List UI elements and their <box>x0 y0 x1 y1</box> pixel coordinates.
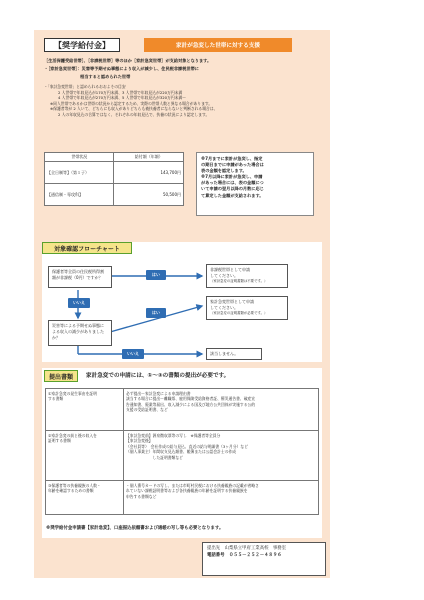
note-line: 2 人の年収見込の合算ではなく、それぞれの年収見込で、扶養の状況により認定します。 <box>58 111 210 117</box>
flowchart-title: 対象確認フローチャート <box>42 242 132 254</box>
note-line: 4 人世帯で年収見込が270万円未満、5 人世帯で年収見込が320万円未満ー <box>58 95 187 100</box>
result-line: 非課税世帯として申請 <box>210 267 250 272</box>
note-line: ※7月以降に家計が急変し、申請 <box>201 174 263 180</box>
result-line: してください。 <box>210 272 238 278</box>
header-banner: 家計が急変した世帯に対する支援 <box>144 38 292 52</box>
cell-line: ③保護者等の扶養親族の人数・ <box>48 482 101 488</box>
note-line: ・「家計急変世帯」と認められるおおよその目安 <box>44 84 126 89</box>
table-cell: 50,500円 <box>114 184 184 206</box>
documents-label: 提出書類 <box>44 370 78 382</box>
table-header-row <box>45 153 184 162</box>
table-row <box>46 431 319 481</box>
note-line: ※保護者等が 2 人いて、どちらにも収入がありどちらも被扶養者にならないと判断される場合は、 <box>50 106 218 111</box>
cell-line: （個人事業主）年間収支見込額書、帳簿または公認会計士の作成 <box>126 449 237 454</box>
table-row <box>46 389 319 431</box>
cell-line: れていない課税証明書等および各扶養親族の年齢を証明する扶養親族を <box>126 488 248 493</box>
question-box-1 <box>48 266 112 288</box>
table-cell: 【全日制等】（第１子） <box>45 162 114 184</box>
yes-label-1: はい <box>146 270 166 280</box>
result-line: （家計急変の証明書類は不要です。） <box>210 278 268 283</box>
table-cell <box>124 389 319 431</box>
table-row <box>45 184 184 206</box>
flowchart <box>42 242 322 362</box>
note-line: て算定した金額が支給されます。 <box>201 192 264 198</box>
cell-line: 【家計急変前】源泉徴収票等の写し ※保護者等全員分 <box>126 432 221 438</box>
documents-section <box>42 368 322 538</box>
intro-line-2b: 相当すると認められた世帯 <box>80 74 131 79</box>
no-label-1: いいえ <box>68 298 90 308</box>
cell-line: した証明書類など <box>126 454 183 460</box>
documents-footnote: ※奨学給付金申請書【家計急変】、口座振込依頼書および通帳の写し等も必要となります。 <box>46 526 224 531</box>
result-box-2 <box>206 296 288 320</box>
intro-line-1: ［生活保護受給世帯］、［非課税世帯］等のほか［家計急変世帯］が支給対象となります。 <box>44 58 212 63</box>
table-cell: 【通信制・専攻科】 <box>45 184 114 206</box>
cell-line: 証明する書類 <box>48 438 71 443</box>
note-line: 2 人世帯で年収見込が170万円未満、3 人世帯で年収見込が220万円未満 <box>58 89 183 95</box>
table-row <box>46 481 319 515</box>
note-line: 表の金額を認定します。 <box>201 168 247 174</box>
no-label-2: いいえ <box>122 349 144 359</box>
result-line: （家計急変の証明書類が必要です。） <box>210 310 268 315</box>
cell-line: 【家計急変後】 <box>126 438 153 443</box>
contact-phone: 電話番号 ０５５－２５２－４８９６ <box>207 553 282 559</box>
table-cell <box>46 389 124 431</box>
cell-line: する書類 <box>48 396 64 401</box>
table-header: 給付額（年額） <box>114 153 184 162</box>
cell-line: 支援の受給証明書、など <box>126 407 168 412</box>
contact-box <box>202 542 326 576</box>
question-line: よる収入の減少がありました <box>52 328 104 334</box>
intro-line-2a: ・［家計急変世帯］：災害等予期せぬ事態により収入が減少し、住民税非課税世帯に <box>44 66 199 71</box>
table-cell <box>124 481 319 515</box>
question-box-2 <box>48 320 112 346</box>
cell-line: （会社員等） 会社作成の給与見込、直近の給与明細書（3ヶ月分）など <box>126 443 249 449</box>
result-box-1 <box>206 264 288 288</box>
cell-line: 必ず提出ー家計急変による申請理由書 <box>126 390 191 396</box>
document-page <box>34 30 330 578</box>
question-line: 額が非課税（0円）ですか？ <box>52 274 103 280</box>
question-line: 保護者等全員の住民税所得割 <box>52 269 104 274</box>
intro-notes <box>44 84 324 117</box>
table-cell: 143,700円 <box>114 162 184 184</box>
page-title: 【奨学給付金】 <box>44 38 120 52</box>
note-line: の期日までに申請があった場合は <box>201 162 264 168</box>
contact-line: 提出先 山梨県立甲府工業高校 事務室 <box>207 546 287 551</box>
yes-label-2: はい <box>146 308 166 318</box>
cell-line: 告通知書、廃業等届出、収入減少による国及び地方公共団体が実施する公的 <box>126 401 256 407</box>
cell-line: ②家計急変の前と後の収入を <box>48 432 97 438</box>
table-cell <box>124 431 319 481</box>
note-line: ※同人世帯であるかは世帯の状況から認定するため、実際の世帯人数と異なる場合があります。 <box>50 100 213 106</box>
cell-line: 該当する場合に提出ー離職票、雇用保険受給資格者証、罹災通告書、破産宣 <box>126 396 256 401</box>
result-line: 家計急変世帯として申請 <box>210 299 254 304</box>
table-header: 世帯状況 <box>45 153 114 162</box>
result-line: してください。 <box>210 304 238 310</box>
question-line: 災害等による予期せぬ事態に <box>52 323 104 328</box>
result-box-3: 該当しません。 <box>206 348 262 360</box>
cell-line: 申告する書類など <box>126 493 157 499</box>
note-line: ※7月までに家計が急変し、指定 <box>201 156 263 161</box>
amount-table <box>44 152 184 206</box>
table-cell <box>46 431 124 481</box>
table-row <box>45 162 184 184</box>
note-line: があった場合には、表の金額につ <box>201 180 264 186</box>
table-cell <box>46 481 124 515</box>
documents-heading: 家計急変での申請には、①～③の書類の提出が必要です。 <box>86 373 230 379</box>
cell-line: 年齢を確認するための書類 <box>48 488 94 493</box>
documents-table <box>45 388 319 515</box>
note-line: いて申請の翌月以降の月数に応じ <box>201 186 264 192</box>
amount-note-box <box>196 152 314 216</box>
cell-line: ①家計急変の発生事由を証明 <box>48 390 97 396</box>
cell-line: ・個人番号カードの写し、または市町村民税における扶養親族の記載が省略さ <box>126 482 259 488</box>
question-line: か？ <box>52 334 60 340</box>
